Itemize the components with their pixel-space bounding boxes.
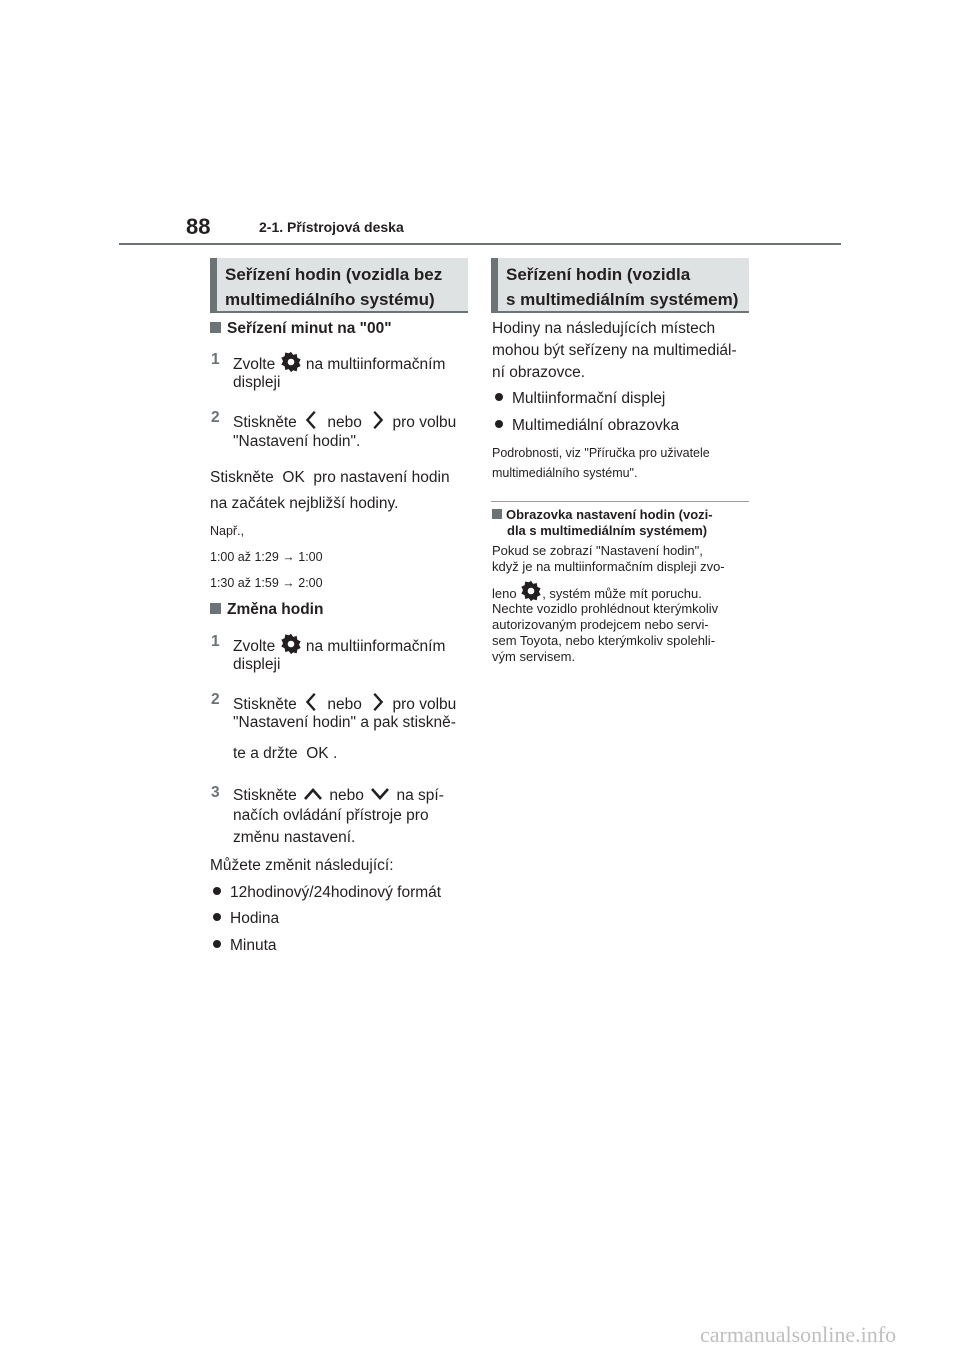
page-number: 88 (186, 214, 211, 239)
chevron-down-icon (368, 784, 392, 804)
step-2-cont: "Nastavení hodin". (233, 433, 361, 450)
header-rule (119, 243, 841, 245)
note-line2: když je na multiinformačním displeji zvo- (492, 559, 725, 574)
reference-line1: Podrobnosti, viz "Příručka pro uživatele (492, 446, 710, 460)
subheading-change: Změna hodin (210, 601, 323, 619)
example-1: 1:00 až 1:29 → 1:00 (210, 550, 323, 564)
left-heading-line1: Seřízení hodin (vozidla bez (225, 265, 443, 284)
subheading-minutes: Seřízení minut na "00" (210, 320, 392, 338)
change-step-1-line: Zvolte na multiinformačním (233, 633, 445, 656)
note-title-line2: dla s multimediálním systémem) (507, 523, 708, 538)
chevron-up-icon (301, 784, 325, 804)
step-number: 2 (211, 691, 220, 708)
step-number: 2 (211, 409, 220, 426)
chevron-right-icon (366, 409, 388, 431)
chevron-left-icon (301, 409, 323, 431)
ok-paragraph-line2: na začátek nejbližší hodiny. (210, 495, 399, 512)
chevron-left-icon (301, 691, 323, 713)
note-line4: Nechte vozidlo prohlédnout kterýmkoliv (492, 601, 719, 616)
reference-line2: multimediálního systému". (492, 466, 638, 480)
bullet-dot-icon (495, 393, 503, 401)
gear-icon (280, 633, 302, 655)
ok-button-symbol: OK (282, 469, 305, 486)
example-2: 1:30 až 1:59 → 2:00 (210, 576, 323, 590)
note-line5: autorizovaným prodejcem nebo servi- (492, 617, 709, 632)
change-step-3-cont1: načích ovládání přístroje pro (233, 807, 429, 824)
watermark: carmanualsonline.info (700, 1322, 897, 1347)
bullet-dot-icon (213, 940, 221, 948)
change-step-3-cont2: změnu nastavení. (233, 829, 356, 846)
bullet-item: Minuta (213, 937, 277, 955)
right-section-heading (491, 258, 749, 313)
change-step-3-line: Stiskněte nebo na spí- (233, 784, 444, 805)
square-bullet-icon (210, 603, 221, 614)
bullet-dot-icon (213, 913, 221, 921)
step-number: 1 (211, 351, 220, 368)
change-step-2-line: Stiskněte nebo pro volbu (233, 691, 456, 714)
step-2-line: Stiskněte nebo pro volbu (233, 409, 456, 432)
gear-icon (280, 351, 302, 373)
bullet-dot-icon (213, 887, 221, 895)
change-step-2-cont: "Nastavení hodin" a pak stiskně- (233, 714, 456, 731)
left-section-heading (210, 258, 468, 313)
step-number: 3 (211, 784, 220, 801)
gear-icon (520, 580, 542, 602)
right-heading-line1: Seřízení hodin (vozidla (506, 265, 691, 284)
note-line3: leno , systém může mít poruchu. (492, 580, 702, 602)
note-title-line1: Obrazovka nastavení hodin (vozi- (492, 507, 713, 522)
step-1-cont: displeji (233, 374, 281, 391)
note-divider (491, 501, 749, 502)
chevron-right-icon (366, 691, 388, 713)
ok-paragraph-line1: Stiskněte OK pro nastavení hodin (210, 469, 450, 486)
square-bullet-icon (210, 322, 221, 333)
example-label: Např., (210, 524, 245, 538)
can-change-text: Můžete změnit následující: (210, 857, 394, 874)
bullet-item: 12hodinový/24hodinový formát (213, 884, 441, 902)
section-title: 2-1. Přístrojová deska (259, 219, 404, 235)
bullet-item: Hodina (213, 910, 279, 928)
bullet-item: Multimediální obrazovka (495, 417, 679, 435)
right-para-line2: mohou být seřízeny na multimediál- (492, 342, 737, 359)
step-number: 1 (211, 633, 220, 650)
left-heading-line2: multimediálního systému) (225, 290, 435, 309)
right-para-line3: ní obrazovce. (492, 364, 586, 381)
step-1-line: Zvolte na multiinformačním (233, 351, 445, 374)
right-para-line1: Hodiny na následujících místech (492, 320, 716, 337)
note-line1: Pokud se zobrazí "Nastavení hodin", (492, 543, 703, 558)
ok-button-symbol: OK (306, 745, 329, 762)
bullet-dot-icon (495, 420, 503, 428)
bullet-item: Multiinformační displej (495, 390, 665, 408)
note-line7: vým servisem. (492, 649, 576, 664)
right-heading-line2: s multimediálním systémem) (506, 290, 739, 309)
change-step-2-ok: te a držte OK . (233, 745, 338, 762)
note-line6: sem Toyota, nebo kterýmkoliv spolehli- (492, 633, 716, 648)
square-bullet-icon (492, 509, 502, 519)
change-step-1-cont: displeji (233, 656, 281, 673)
